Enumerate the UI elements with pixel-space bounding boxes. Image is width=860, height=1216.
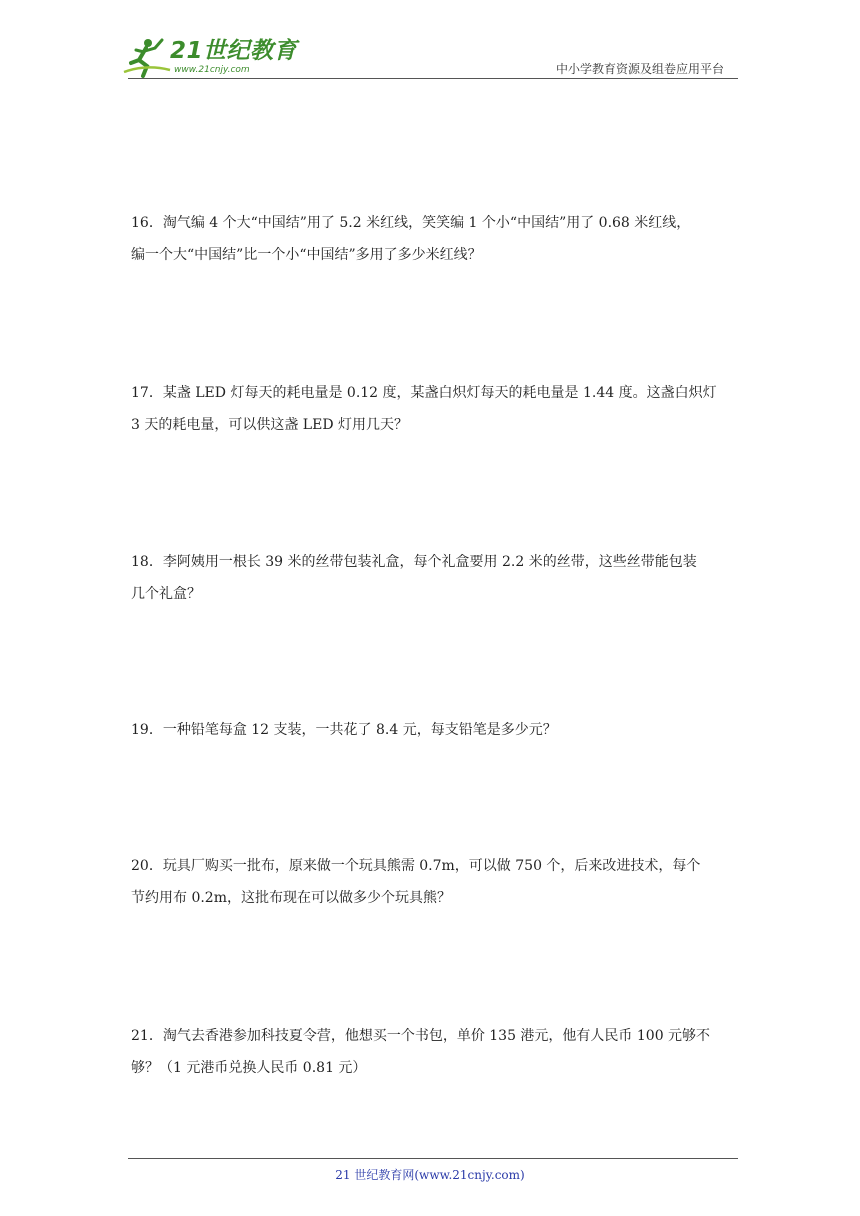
header-divider: [128, 78, 738, 79]
question-20: [131, 850, 735, 914]
question-17: [131, 377, 735, 441]
question-21: [131, 1020, 735, 1084]
question-line: 编一个大“中国结”比一个小“中国结”多用了多少米红线？: [131, 247, 482, 263]
question-line: 几个礼盒？: [131, 586, 201, 602]
question-line: 18．李阿姨用一根长 39 米的丝带包装礼盒，每个礼盒要用 2.2 米的丝带，这些丝带能包装: [131, 554, 697, 570]
question-line: 3 天的耗电量，可以供这盏 LED 灯用几天？: [131, 417, 408, 433]
question-line: 16．淘气编 4 个大“中国结”用了 5.2 米红线，笑笑编 1 个小“中国结”用了 0.68 米红线，: [131, 215, 691, 231]
logo-text: 21世纪教育: [170, 38, 298, 64]
footer-link[interactable]: 21 世纪教育网(www.21cnjy.com): [335, 1168, 525, 1182]
footer-divider: [128, 1158, 738, 1159]
question-line: 节约用布 0.2m，这批布现在可以做多少个玩具熊？: [131, 890, 451, 906]
question-line: 够？（1 元港币兑换人民币 0.81 元）: [131, 1060, 367, 1076]
question-line: 21．淘气去香港参加科技夏令营，他想买一个书包，单价 135 港元，他有人民币 100 元够不: [131, 1028, 711, 1044]
logo-url: www.21cnjy.com: [174, 65, 250, 75]
question-19: [131, 714, 735, 746]
runner-logo-icon: [122, 36, 172, 80]
question-line: 17．某盏 LED 灯每天的耗电量是 0.12 度，某盏白炽灯每天的耗电量是 1.44 度。这盏白炽灯: [131, 385, 717, 401]
question-18: [131, 546, 735, 610]
header-tagline: 中小学教育资源及组卷应用平台: [555, 62, 724, 76]
question-16: [131, 207, 735, 271]
question-line: 20．玩具厂购买一批布，原来做一个玩具熊需 0.7m，可以做 750 个，后来改进技术，每个: [131, 858, 701, 874]
site-logo: [122, 36, 298, 80]
question-line: 19．一种铅笔每盒 12 支装，一共花了 8.4 元，每支铅笔是多少元？: [131, 722, 557, 738]
